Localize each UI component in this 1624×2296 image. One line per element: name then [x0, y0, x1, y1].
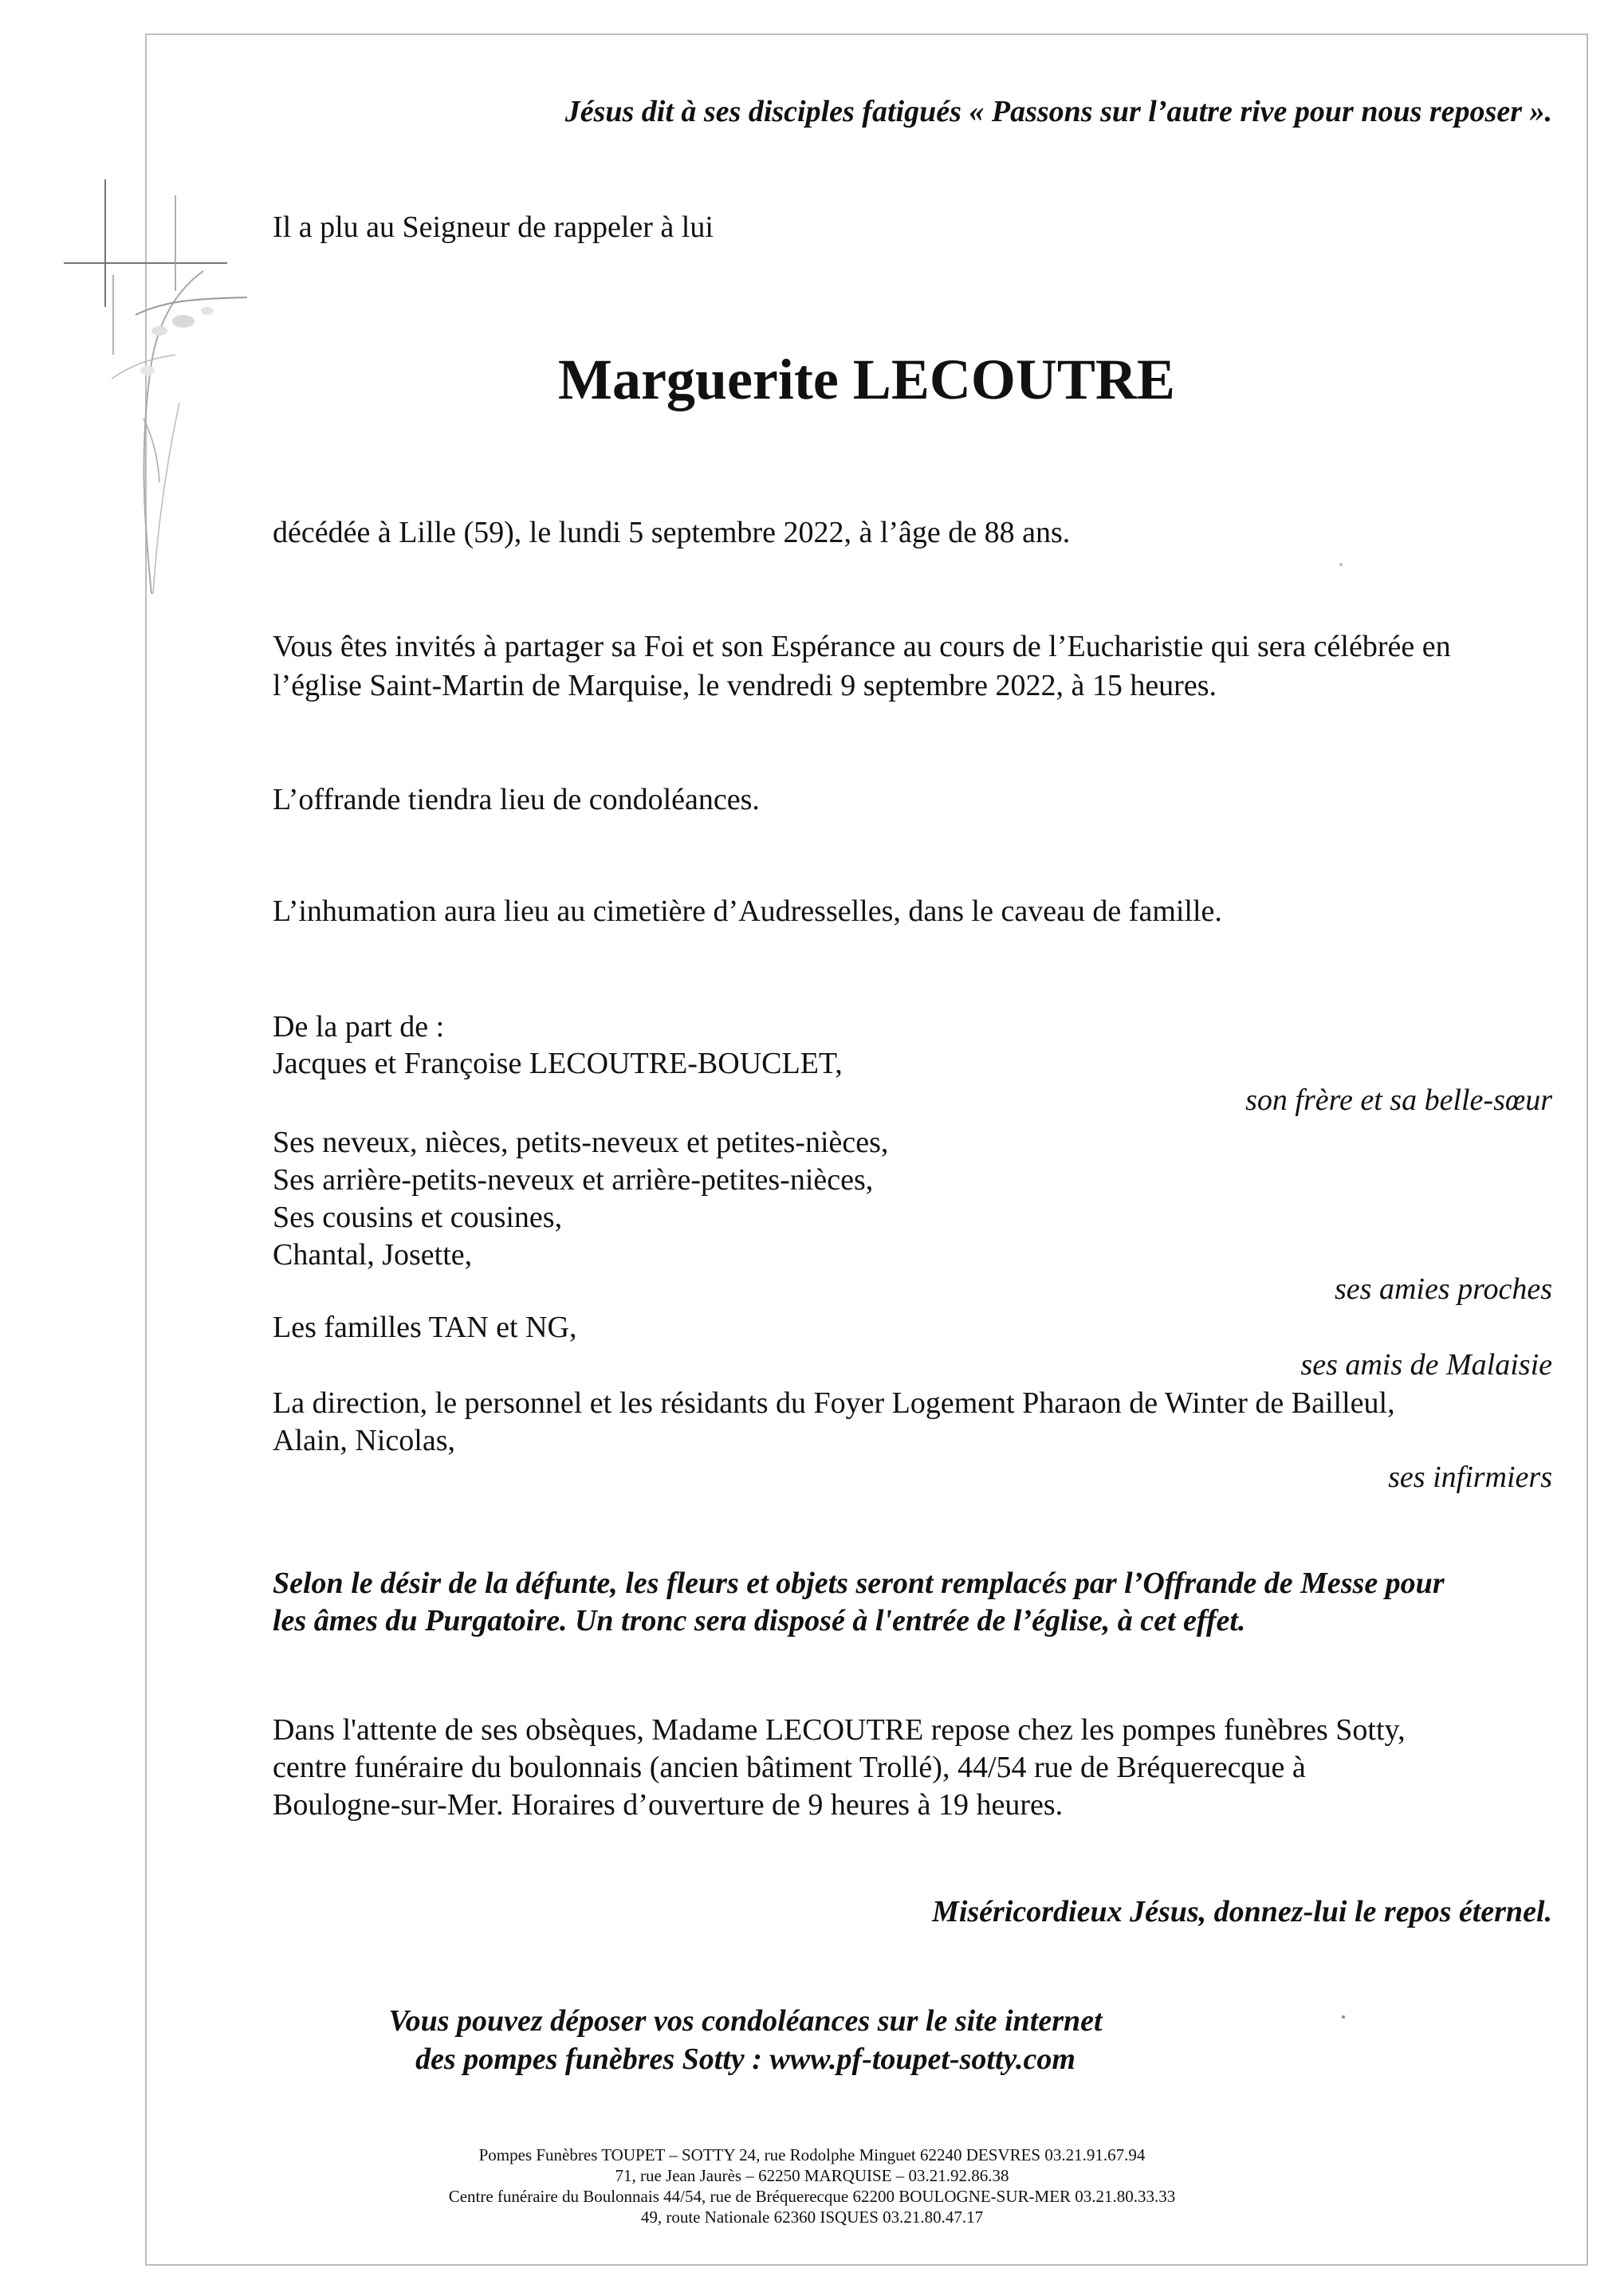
family-line: Chantal, Josette, — [273, 1238, 473, 1272]
footer-line: Centre funéraire du Boulonnais 44/54, rue de Bréquerecque 62200 BOULOGNE-SUR-MER 03.21.80.33.33 — [448, 2187, 1176, 2206]
death-announcement: décédée à Lille (59), le lundi 5 septembre 2022, à l’âge de 88 ans. — [273, 516, 1071, 549]
website-line-1: Vous pouvez déposer vos condoléances sur le site internet — [388, 2004, 1103, 2038]
family-line: Jacques et Françoise LECOUTRE-BOUCLET, — [273, 1047, 843, 1080]
footer-line: 71, rue Jean Jaurès – 62250 MARQUISE – 03.21.92.86.38 — [615, 2166, 1009, 2185]
family-line: Ses cousins et cousines, — [273, 1201, 563, 1234]
repose-line-3: Boulogne-sur-Mer. Horaires d’ouverture de 9 heures à 19 heures. — [273, 1788, 1064, 1822]
family-line: Ses arrière-petits-neveux et arrière-petites-nièces, — [273, 1163, 874, 1197]
family-relation: ses amis de Malaisie — [1300, 1348, 1552, 1382]
cross-icon — [64, 179, 295, 594]
family-relation: ses infirmiers — [1388, 1461, 1552, 1494]
prayer: Miséricordieux Jésus, donnez-lui le repos éternel. — [932, 1895, 1552, 1928]
scan-speck — [1342, 2015, 1345, 2019]
family-relation: son frère et sa belle-sœur — [1245, 1083, 1552, 1117]
website-line-2: des pompes funèbres Sotty : www.pf-toupet-sotty.com — [415, 2042, 1075, 2076]
family-line: Ses neveux, nièces, petits-neveux et petites-nièces, — [273, 1126, 889, 1159]
repose-line-2: centre funéraire du boulonnais (ancien bâtiment Trollé), 44/54 rue de Bréquerecque à — [273, 1751, 1306, 1784]
ceremony-line-2: l’église Saint-Martin de Marquise, le vendredi 9 septembre 2022, à 15 heures. — [273, 669, 1217, 702]
family-line: Les familles TAN et NG, — [273, 1311, 577, 1344]
intro-text: Il a plu au Seigneur de rappeler à lui — [273, 210, 714, 244]
scan-speck — [1339, 563, 1343, 566]
wish-line-2: les âmes du Purgatoire. Un tronc sera disposé à l'entrée de l’église, à cet effet. — [273, 1604, 1246, 1637]
burial-text: L’inhumation aura lieu au cimetière d’Audresselles, dans le caveau de famille. — [273, 894, 1222, 928]
ceremony-line-1: Vous êtes invités à partager sa Foi et son Espérance au cours de l’Eucharistie qui sera célébrée en — [273, 630, 1451, 663]
family-line: La direction, le personnel et les résidants du Foyer Logement Pharaon de Winter de Bailleul, — [273, 1386, 1395, 1420]
deceased-name: Marguerite LECOUTRE — [558, 348, 1175, 411]
family-heading: De la part de : — [273, 1010, 445, 1044]
repose-line-1: Dans l'attente de ses obsèques, Madame LECOUTRE repose chez les pompes funèbres Sotty, — [273, 1713, 1406, 1747]
family-line: Alain, Nicolas, — [273, 1424, 456, 1457]
offering-text: L’offrande tiendra lieu de condoléances. — [273, 783, 760, 816]
epigraph: Jésus dit à ses disciples fatigués « Passons sur l’autre rive pour nous reposer ». — [564, 95, 1552, 128]
family-relation: ses amies proches — [1335, 1272, 1552, 1306]
footer-line: Pompes Funèbres TOUPET – SOTTY 24, rue Rodolphe Minguet 62240 DESVRES 03.21.91.67.94 — [478, 2145, 1146, 2164]
wish-line-1: Selon le désir de la défunte, les fleurs et objets seront remplacés par l’Offrande de Messe pour — [273, 1567, 1445, 1600]
footer-line: 49, route Nationale 62360 ISQUES 03.21.80.47.17 — [640, 2208, 984, 2227]
